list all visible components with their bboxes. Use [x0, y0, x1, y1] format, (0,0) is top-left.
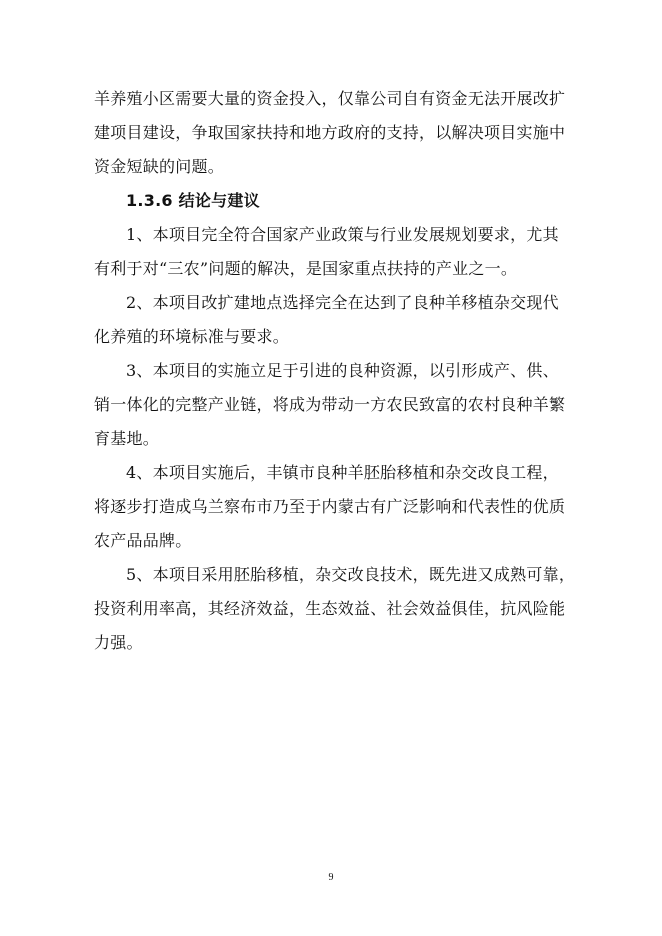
paragraph-line: 羊养殖小区需要大量的资金投入，仅靠公司自有资金无法开展改扩 [94, 89, 566, 108]
paragraph-line: 1、本项目完全符合国家产业政策与行业发展规划要求，尤其 [126, 225, 559, 244]
paragraph-line: 销一体化的完整产业链，将成为带动一方农民致富的农村良种羊繁 [94, 395, 566, 414]
paragraph-line: 投资利用率高，其经济效益，生态效益、社会效益俱佳，抗风险能 [94, 599, 566, 618]
paragraph-line: 4、本项目实施后，丰镇市良种羊胚胎移植和杂交改良工程， [126, 463, 559, 482]
paragraph-line: 化养殖的环境标准与要求。 [94, 327, 290, 346]
paragraph-line: 资金短缺的问题。 [94, 157, 225, 176]
paragraph-line: 育基地。 [94, 429, 160, 448]
paragraph-line: 2、本项目改扩建地点选择完全在达到了良种羊移植杂交现代 [126, 293, 559, 312]
paragraph-line: 农产品品牌。 [94, 531, 192, 550]
paragraph-line: 3、本项目的实施立足于引进的良种资源，以引形成产、供、 [126, 361, 559, 380]
page-number: 9 [328, 872, 334, 883]
paragraph-line: 5、本项目采用胚胎移植，杂交改良技术，既先进又成熟可靠， [126, 565, 576, 584]
paragraph-line: 建项目建设，争取国家扶持和地方政府的支持，以解决项目实施中 [94, 123, 566, 142]
paragraph-line: 力强。 [94, 633, 143, 652]
paragraph-line: 有利于对“三农”问题的解决，是国家重点扶持的产业之一。 [94, 259, 518, 278]
section-heading: 1.3.6 结论与建议 [126, 191, 260, 210]
paragraph-line: 将逐步打造成乌兰察布市乃至于内蒙古有广泛影响和代表性的优质 [94, 497, 566, 516]
